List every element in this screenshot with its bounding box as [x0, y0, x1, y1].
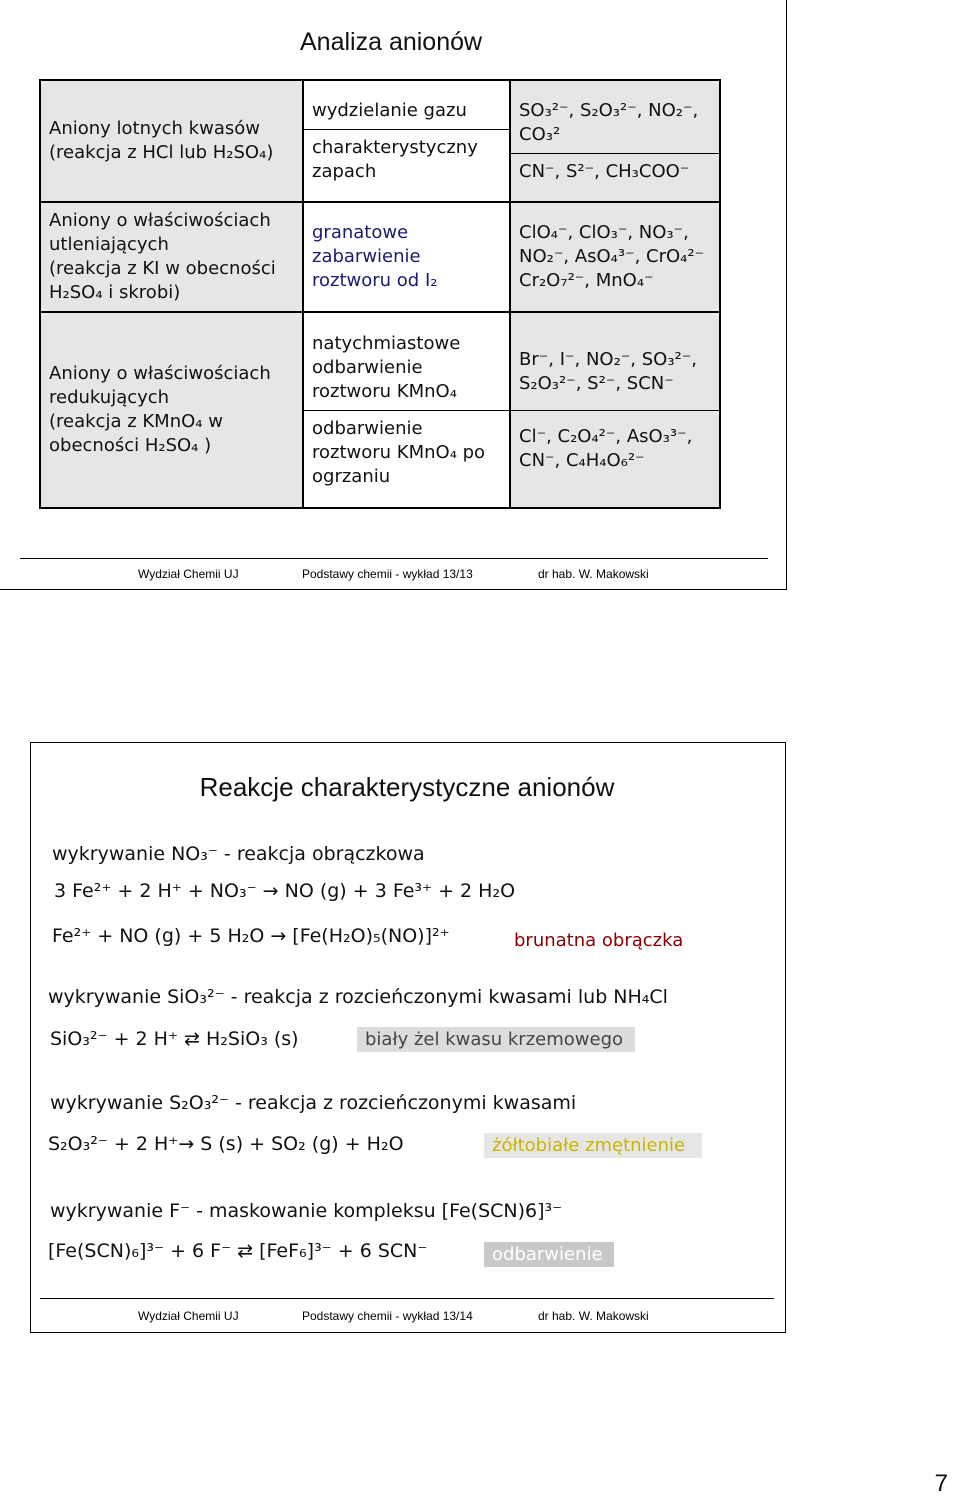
effect-cell [303, 312, 510, 508]
thiosulfate-detection-heading: wykrywanie S₂O₃²⁻ - reakcja z rozcieńczonymi kwasami [50, 1092, 577, 1114]
effect-text: charakterystyczny zapach [304, 129, 509, 190]
table-row [40, 312, 720, 508]
effect-text: natychmiastowe odbarwienie roztworu KMnO₄ [304, 326, 509, 410]
nitrate-detection-heading: wykrywanie NO₃⁻ - reakcja obrączkowa [52, 843, 425, 865]
page-number: 7 [934, 1470, 948, 1497]
group-cell [40, 202, 303, 312]
footer-divider [20, 558, 768, 559]
slide-2-title: Reakcje charakterystyczne anionów [199, 772, 615, 802]
effect-text: odbarwienie roztworu KMnO₄ po ogrzaniu [304, 410, 509, 495]
footer-center: Podstawy chemii - wykład 13/13 [302, 567, 473, 581]
slide-1-title: Analiza anionów [300, 28, 483, 56]
anions-text: ClO₄⁻, ClO₃⁻, NO₃⁻, NO₂⁻, AsO₄³⁻, CrO₄²⁻ Cr₂O₇²⁻, MnO₄⁻ [519, 222, 705, 291]
footer-left: Wydział Chemii UJ [138, 1309, 239, 1323]
group-name: Aniony o właściwościach redukujących [49, 363, 271, 408]
effect-text: wydzielanie gazu [312, 99, 467, 121]
anion-analysis-table [39, 79, 721, 509]
anions-text: CN⁻, S²⁻, CH₃COO⁻ [511, 153, 719, 190]
anions-text: Br⁻, I⁻, NO₂⁻, SO₃²⁻, S₂O₃²⁻, S²⁻, SCN⁻ [519, 348, 697, 394]
anions-cell [510, 202, 720, 312]
anions-text: SO₃²⁻, S₂O₃²⁻, NO₂⁻, CO₃² [519, 99, 699, 145]
footer-divider [40, 1298, 774, 1299]
footer-right: dr hab. W. Makowski [538, 1309, 649, 1323]
group-name: Aniony lotnych kwasów [49, 118, 260, 139]
table-row [40, 202, 720, 312]
group-condition: (reakcja z KI w obecności H₂SO₄ i skrobi) [49, 258, 276, 303]
result-decolorization: odbarwienie [484, 1242, 614, 1267]
equation-thiosulfate: S₂O₃²⁻ + 2 H⁺→ S (s) + SO₂ (g) + H₂O [48, 1133, 404, 1155]
silicate-detection-heading: wykrywanie SiO₃²⁻ - reakcja z rozcieńczonymi kwasami lub NH₄Cl [48, 986, 668, 1008]
equation-nitrate-1: 3 Fe²⁺ + 2 H⁺ + NO₃⁻ → NO (g) + 3 Fe³⁺ + 2 H₂O [54, 880, 516, 902]
footer-right: dr hab. W. Makowski [538, 567, 649, 581]
group-cell [40, 312, 303, 508]
result-brown-ring: brunatna obrączka [514, 930, 684, 951]
result-yellow-turbidity: żółtobiałe zmętnienie [484, 1133, 702, 1158]
group-cell [40, 80, 303, 202]
table-row [40, 80, 720, 202]
anions-text: Cl⁻, C₂O₄²⁻, AsO₃³⁻, CN⁻, C₄H₄O₆²⁻ [511, 410, 719, 487]
group-condition: (reakcja z HCl lub H₂SO₄) [49, 142, 274, 163]
equation-silicate: SiO₃²⁻ + 2 H⁺ ⇄ H₂SiO₃ (s) [50, 1028, 299, 1050]
anions-cell [510, 312, 720, 508]
effect-text: granatowe zabarwienie roztworu od I₂ [312, 222, 438, 291]
equation-nitrate-2: Fe²⁺ + NO (g) + 5 H₂O → [Fe(H₂O)₅(NO)]²⁺ [52, 925, 450, 947]
effect-cell [303, 80, 510, 202]
group-condition: (reakcja z KMnO₄ w obecności H₂SO₄ ) [49, 411, 223, 456]
effect-cell [303, 202, 510, 312]
fluoride-detection-heading: wykrywanie F⁻ - maskowanie kompleksu [Fe(SCN)6]³⁻ [50, 1200, 563, 1222]
anions-cell [510, 80, 720, 202]
group-name: Aniony o właściwościach utleniających [49, 210, 271, 255]
result-white-gel: biały żel kwasu krzemowego [357, 1027, 635, 1052]
footer-left: Wydział Chemii UJ [138, 567, 239, 581]
footer-center: Podstawy chemii - wykład 13/14 [302, 1309, 473, 1323]
equation-fluoride: [Fe(SCN)₆]³⁻ + 6 F⁻ ⇄ [FeF₆]³⁻ + 6 SCN⁻ [48, 1240, 428, 1262]
